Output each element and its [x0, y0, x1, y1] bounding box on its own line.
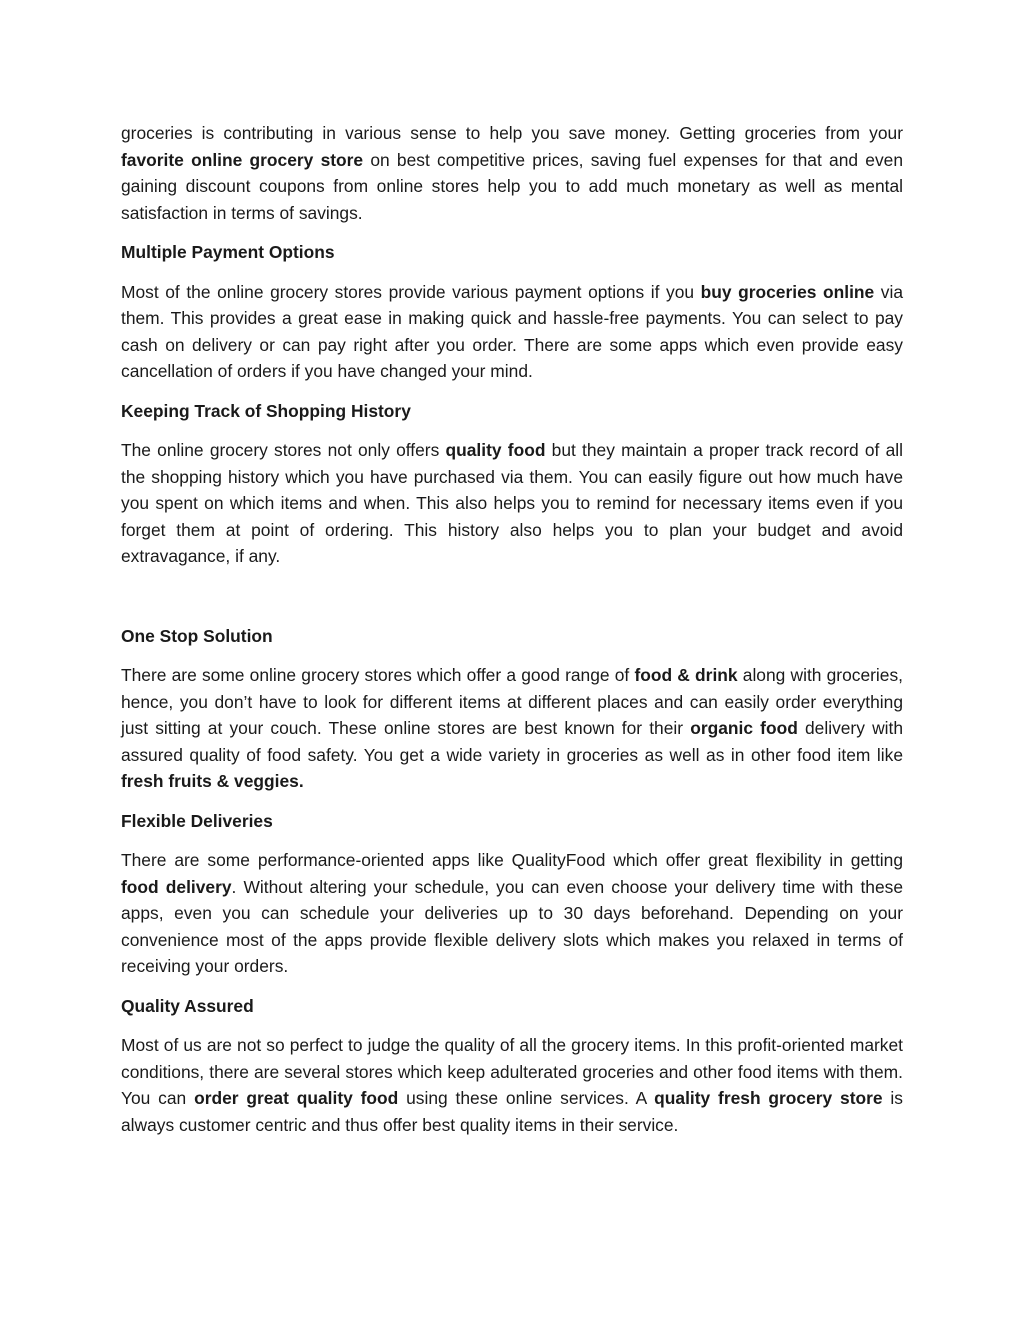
onestop-text: along with groceries, hence, you don’t have to look for different items at different places and can easily order everything just sitting at your couch. These online stores are best known for their	[121, 665, 903, 738]
quality-text: Most of us are not so perfect to judge the quality of all the grocery items. In this profit-oriented market conditions, there are several stores which keep adulterated groceries and other food items with them. You can	[121, 1035, 903, 1108]
history-text: The online grocery stores not only offers	[121, 440, 446, 460]
favorite-online-grocery-store-link: favorite online grocery store	[121, 149, 364, 170]
intro-paragraph	[121, 120, 903, 226]
deliveries-paragraph	[121, 847, 903, 980]
fresh-fruits-veggies-text: fresh fruits & veggies.	[121, 771, 304, 791]
document-page	[121, 120, 903, 1138]
order-great-quality-food-text: order great quality food	[194, 1088, 399, 1108]
deliveries-text: There are some performance-oriented apps like QualityFood which offer great flexibility in getting	[121, 850, 903, 870]
organic-food-text: organic food	[690, 718, 798, 738]
intro-text: groceries is contributing in various sense to help you save money. Getting groceries from your	[121, 123, 903, 143]
section-heading-deliveries: Flexible Deliveries	[121, 810, 273, 831]
payment-text: Most of the online grocery stores provide various payment options if you	[121, 281, 701, 302]
food-drink-text: food & drink	[634, 665, 738, 685]
section-heading-history: Keeping Track of Shopping History	[121, 400, 411, 421]
quality-text: is always customer centric and thus offer best quality items in their service.	[121, 1088, 903, 1135]
food-delivery-text: food delivery	[121, 876, 232, 897]
payment-text: via them. This provides a great ease in making quick and hassle-free payments. You can select to pay cash on delivery or can pay right after you order. There are some apps which even provide easy cancellation of orders if you have changed your mind.	[121, 281, 904, 381]
section-heading-quality: Quality Assured	[121, 995, 254, 1016]
history-text: but they maintain a proper track record of all the shopping history which you have purchased via them. You can easily figure out how much have you spent on which items and when. This also helps you to remind for necessary items even if you forget them at point of ordering. This history also helps you to plan your budget and avoid extravagance, if any.	[121, 440, 903, 566]
quality-fresh-grocery-store-text: quality fresh grocery store	[654, 1088, 883, 1108]
quality-paragraph	[121, 1032, 903, 1138]
buy-groceries-online-text: buy groceries online	[700, 281, 875, 302]
history-paragraph	[121, 437, 903, 570]
section-heading-onestop: One Stop Solution	[121, 625, 273, 646]
quality-text: using these online services. A	[398, 1088, 655, 1108]
onestop-text: There are some online grocery stores which offer a good range of	[121, 665, 635, 685]
onestop-text: delivery with assured quality of food safety. You get a wide variety in groceries as well as in other food item like	[121, 718, 903, 765]
section-heading-payment: Multiple Payment Options	[121, 242, 335, 262]
quality-food-text: quality food	[445, 440, 546, 460]
onestop-paragraph	[121, 662, 903, 795]
payment-paragraph	[121, 279, 903, 385]
deliveries-text: . Without altering your schedule, you can even choose your delivery time with these apps, even you can schedule your deliveries up to 30 days beforehand. Depending on your convenience most of the apps provide flexible delivery slots which makes you relaxed in terms of receiving your orders.	[121, 876, 904, 976]
intro-text: on best competitive prices, saving fuel expenses for that and even gaining discount coupons from online stores help you to add much monetary as well as mental satisfaction in terms of savings.	[121, 149, 903, 223]
